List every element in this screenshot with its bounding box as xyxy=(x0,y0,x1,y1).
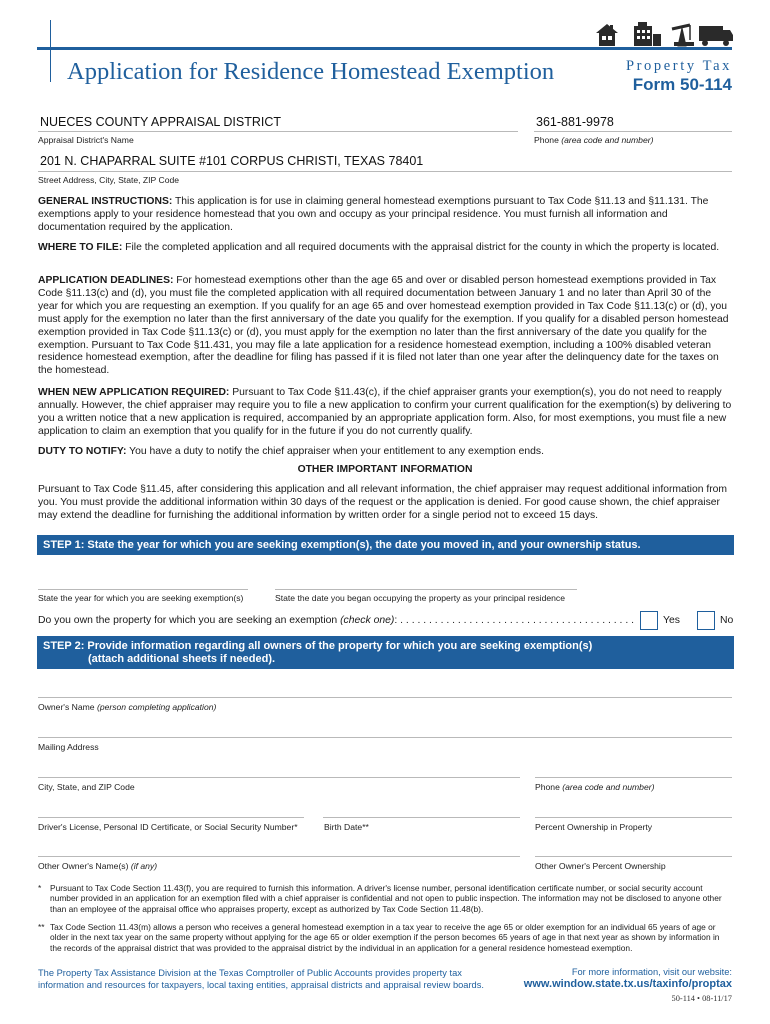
district-phone-line xyxy=(534,131,732,132)
duty-to-notify: DUTY TO NOTIFY: You have a duty to notify the chief appraiser when your entitlement to any exemption ends. xyxy=(38,446,544,457)
house-icon xyxy=(596,24,618,46)
where-to-file: WHERE TO FILE: File the completed application and all required documents with the appraisal district for the county in which the property is located. xyxy=(38,242,720,253)
district-name-line xyxy=(38,131,518,132)
header-icon-strip xyxy=(594,20,734,47)
other-info-heading: OTHER IMPORTANT INFORMATION xyxy=(297,464,473,475)
district-address-label: Street Address, City, State, ZIP Code xyxy=(38,175,180,185)
footer-more-info: For more information, visit our website: xyxy=(571,967,732,977)
footer-form-code: 50-114 • 08-11/17 xyxy=(671,994,732,1003)
move-in-date-field[interactable] xyxy=(275,589,577,590)
city-state-zip-field[interactable] xyxy=(38,777,520,778)
yes-checkbox[interactable] xyxy=(640,611,658,630)
footnote-1-mark: * xyxy=(38,883,42,893)
oil-pump-icon xyxy=(672,25,694,46)
id-number-field[interactable] xyxy=(38,817,304,818)
header-vertical-rule xyxy=(50,20,51,82)
form-title: Application for Residence Homestead Exemption xyxy=(67,58,555,85)
move-in-date-label: State the date you began occupying the property as your principal residence xyxy=(275,593,565,603)
application-deadlines: APPLICATION DEADLINES: For homestead exemptions other than the age 65 and over or disabled person homestead exemptions provided in Tax Code §11.13(c) and (d), you must file the completed application with all required documentation between January 1 and no later than April 30 of the year for which you are requesting an exemption. If you qualify for an age 65 and over homestead exemption provided in Tax Code §11.13(c) or (d), you must apply for the exemption no later than the first anniversary of the date you qualify for the exemption. If you qualify for a disabled person homestead exemption provided in Tax Code §11.13(c) or (d), you must apply for the exemption no later than the first anniversary of the date you qualify for the exemption. Pursuant to Tax Code §11.431, you may file a late application for a residence homestead exemption, including a 100% disabled veteran residence homestead exemption, after the deadline for filing has passed if it is filed not later than one year after the delinquency date for the taxes on the homestead. xyxy=(38,275,729,377)
property-tax-label: Property Tax xyxy=(625,58,732,74)
birth-date-field[interactable] xyxy=(323,817,520,818)
district-address-line xyxy=(38,171,732,172)
footnote-1: Pursuant to Tax Code Section 11.43(f), you are required to furnish this information. A driver's license number, personal identification certificate number, or social security account number provided in an application for an exemption filed with a chief appraiser is confidential and not open to public inspection. The information may not be disclosed to anyone other than an employee of the appraisal office who appraises property, except as authorized by Tax Code Section 11.48(b). xyxy=(50,883,722,914)
birth-date-label: Birth Date** xyxy=(324,822,369,832)
owner-name-label: Owner's Name (person completing application) xyxy=(38,702,217,712)
other-owner-field[interactable] xyxy=(38,856,520,857)
footnote-2-mark: ** xyxy=(38,922,45,932)
new-application-required: WHEN NEW APPLICATION REQUIRED: Pursuant to Tax Code §11.43(c), if the chief appraiser grants your exemption(s), you do not need to reapply annually. However, the chief appraiser may require you to file a new application to confirm your current qualification for the exemption(s) by delivering to you a written notice that a new application is required, accompanied by an appropriate application form. Also, for most exemptions, you must file a new application to claim an exemption that you qualify for in the future if you do not currently qualify. xyxy=(38,387,732,437)
footnote-2: Tax Code Section 11.43(m) allows a person who receives a general homestead exemption in a tax year to receive the age 65 or older exemption for an individual 65 years of age or older in the next tax year on the same property without applying for the age 65 or older exemption if the person becomes 65 years of age in that next year as shown by information in the records of the appraisal district that was provided to the appraisal district by the individual in an application for a general residence homestead exemption. xyxy=(50,922,720,953)
district-address-value[interactable]: 201 N. CHAPARRAL SUITE #101 CORPUS CHRISTI, TEXAS 78401 xyxy=(40,154,424,168)
district-phone-label: Phone (area code and number) xyxy=(534,135,654,145)
district-name-label: Appraisal District's Name xyxy=(38,135,134,145)
no-checkbox[interactable] xyxy=(697,611,715,630)
mailing-address-label: Mailing Address xyxy=(38,742,99,752)
city-state-zip-label: City, State, and ZIP Code xyxy=(38,782,135,792)
other-owner-label: Other Owner's Name(s) (if any) xyxy=(38,861,158,871)
year-label: State the year for which you are seeking exemption(s) xyxy=(38,593,244,603)
form-number: Form 50-114 xyxy=(632,75,732,94)
no-label: No xyxy=(720,615,734,626)
step2-bar-line2: (attach additional sheets if needed). xyxy=(88,653,276,665)
percent-ownership-label: Percent Ownership in Property xyxy=(535,822,653,832)
step2-bar-line1: STEP 2: Provide information regarding all owners of the property for which you are seeking exemption(s) xyxy=(43,640,593,652)
owner-phone-field[interactable] xyxy=(535,777,732,778)
district-name-value[interactable]: NUECES COUNTY APPRAISAL DISTRICT xyxy=(40,115,282,129)
other-owner-percent-field[interactable] xyxy=(535,856,732,857)
yes-label: Yes xyxy=(663,615,680,626)
step1-bar: STEP 1: State the year for which you are seeking exemption(s), the date you moved in, and your ownership status. xyxy=(37,535,734,555)
other-owner-percent-label: Other Owner's Percent Ownership xyxy=(535,861,666,871)
header-rule xyxy=(37,47,732,50)
other-info-text: Pursuant to Tax Code §11.45, after considering this application and all relevant information, the chief appraiser may request additional information from you. You must provide the additional information within 30 days of the request or the application is denied. For good cause shown, the chief appraiser may extend the deadline for furnishing the additional information by written order for a single period not to exceed 15 days. xyxy=(38,484,728,521)
owner-name-field[interactable] xyxy=(38,697,732,698)
ownership-question: Do you own the property for which you are seeking an exemption (check one): . . . . . . . . . . . . . . . . . . . . . . . . . . . . . . . . . . . . . . . . . xyxy=(38,615,634,626)
general-instructions: GENERAL INSTRUCTIONS: This application is for use in claiming general homestead exemptions pursuant to Tax Code §11.13 and §11.131. The exemptions apply to your residence homestead that you own and occupy as your principal residence. You must furnish all information and documentation required by the application. xyxy=(38,196,709,233)
percent-ownership-field[interactable] xyxy=(535,817,732,818)
building-icon xyxy=(634,22,661,46)
footer-info: The Property Tax Assistance Division at the Texas Comptroller of Public Accounts provides property tax information and resources for taxpayers, local taxing entities, appraisal districts and appraisal review boards. xyxy=(38,968,484,991)
truck-icon xyxy=(699,26,733,46)
district-phone-value[interactable]: 361-881-9978 xyxy=(536,115,614,129)
id-number-label: Driver's License, Personal ID Certificate, or Social Security Number* xyxy=(38,822,298,832)
mailing-address-field[interactable] xyxy=(38,737,732,738)
owner-phone-label: Phone (area code and number) xyxy=(535,782,655,792)
footer-website-link[interactable]: www.window.state.tx.us/taxinfo/proptax xyxy=(523,978,732,990)
year-field[interactable] xyxy=(38,589,248,590)
step2-bar xyxy=(37,636,734,669)
